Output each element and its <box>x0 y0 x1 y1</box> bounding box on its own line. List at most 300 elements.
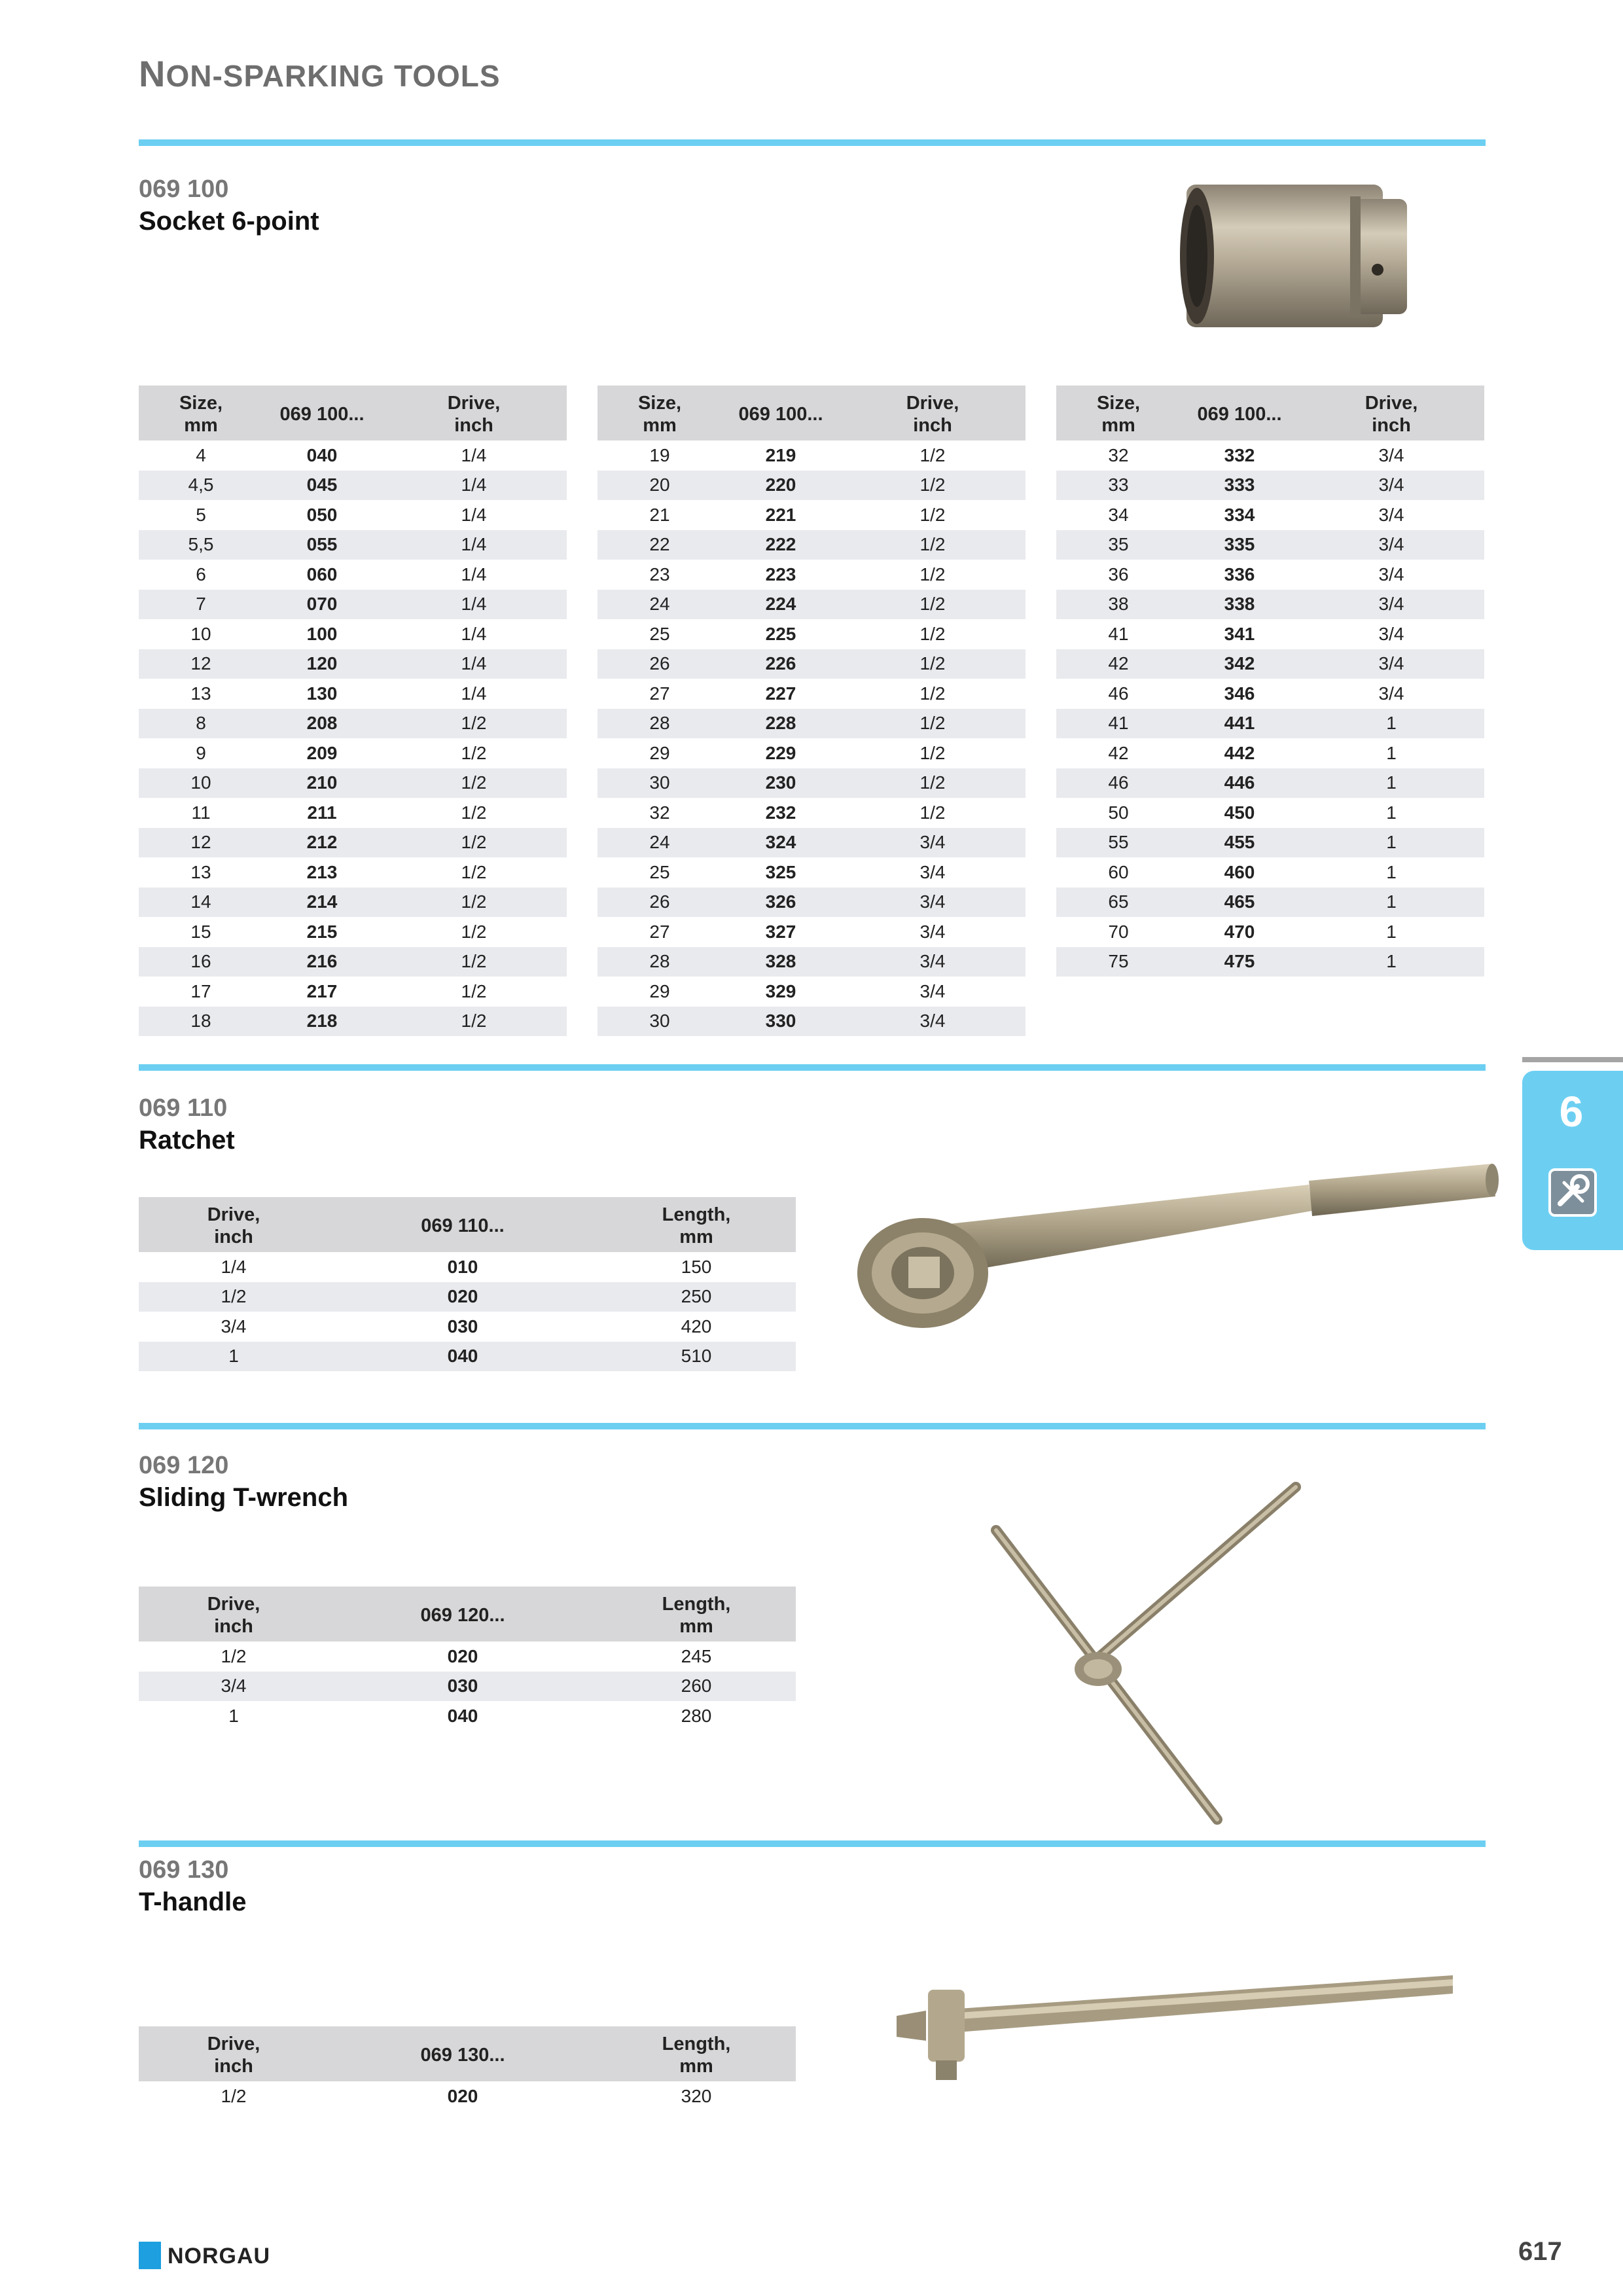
column-header: Drive, inch <box>840 386 1026 440</box>
table-cell: 1/2 <box>919 802 946 823</box>
article-code-cell: 223 <box>765 564 796 584</box>
article-code-cell: 346 <box>1224 683 1255 704</box>
page-title: NON-SPARKING TOOLS <box>139 53 501 94</box>
table-row <box>139 649 567 679</box>
table-cell: 1/2 <box>919 742 946 763</box>
article-code-cell: 222 <box>722 530 840 560</box>
table-cell: 1/2 <box>840 709 1026 739</box>
table-cell: 32 <box>649 802 670 823</box>
table-row <box>139 471 567 501</box>
table-cell: 1/4 <box>461 564 487 584</box>
table-cell: 18 <box>139 1007 263 1037</box>
table-cell: 3/4 <box>1298 471 1484 501</box>
socket-table-3 <box>1056 386 1484 977</box>
table-cell: 1/2 <box>919 444 946 465</box>
table-cell: 24 <box>597 828 722 858</box>
article-code-cell: 334 <box>1224 504 1255 525</box>
table-row <box>597 798 1026 828</box>
product-name: Socket 6-point <box>139 207 319 236</box>
table-cell: 1/2 <box>919 564 946 584</box>
table-cell: 1/4 <box>221 1256 247 1277</box>
table-cell: 3/4 <box>1378 444 1404 465</box>
table-cell: 280 <box>681 1705 712 1726</box>
table-cell: 3/4 <box>840 888 1026 918</box>
table-cell: 1 <box>1298 709 1484 739</box>
article-code-cell: 214 <box>263 888 381 918</box>
table-cell: 1/4 <box>381 649 567 679</box>
article-code-cell: 040 <box>447 1705 478 1726</box>
article-code-cell: 020 <box>329 1282 597 1312</box>
article-code-cell: 219 <box>765 444 796 465</box>
article-code-cell: 460 <box>1224 861 1255 882</box>
table-row <box>1056 440 1484 471</box>
table-row <box>139 2081 796 2111</box>
socket-table-1 <box>139 386 567 1036</box>
table-row <box>139 1252 796 1282</box>
table-row <box>597 649 1026 679</box>
table-row <box>1056 857 1484 888</box>
table-cell: 30 <box>597 768 722 798</box>
table-cell: 1/2 <box>461 980 487 1001</box>
table-row <box>1056 471 1484 501</box>
article-code-cell: 326 <box>722 888 840 918</box>
brand-logo-mark <box>139 2242 161 2269</box>
table-cell: 28 <box>597 947 722 977</box>
article-code-cell: 335 <box>1181 530 1298 560</box>
article-code-cell: 442 <box>1224 742 1255 763</box>
article-code-cell: 470 <box>1224 921 1255 942</box>
table-cell: 1/2 <box>840 590 1026 620</box>
table-cell: 27 <box>649 683 670 704</box>
table-cell: 35 <box>1056 530 1181 560</box>
table-row <box>1056 828 1484 858</box>
article-code-cell: 010 <box>447 1256 478 1277</box>
table-cell: 3/4 <box>840 828 1026 858</box>
table-cell: 245 <box>681 1645 712 1666</box>
sliding-t-wrench-image <box>982 1473 1322 1833</box>
product-name: Ratchet <box>139 1126 235 1155</box>
table-row <box>139 1342 796 1372</box>
table-row <box>597 888 1026 918</box>
table-cell: 41 <box>1056 709 1181 739</box>
article-code-cell: 210 <box>263 768 381 798</box>
table-row <box>597 917 1026 947</box>
table-cell: 320 <box>681 2085 712 2106</box>
table-cell: 250 <box>597 1282 796 1312</box>
table-cell: 1/4 <box>381 590 567 620</box>
table-cell: 29 <box>649 980 670 1001</box>
article-code-cell: 208 <box>263 709 381 739</box>
article-code-cell: 327 <box>765 921 796 942</box>
table-cell: 3/4 <box>840 1007 1026 1037</box>
article-code-cell: 209 <box>306 742 338 763</box>
product-code: 069 100 <box>139 175 229 203</box>
table-cell: 1/2 <box>840 768 1026 798</box>
table-row <box>597 768 1026 798</box>
article-code-cell: 212 <box>263 828 381 858</box>
column-header: Drive, inch <box>139 1587 329 1641</box>
table-cell: 1 <box>139 1342 329 1372</box>
table-cell: 23 <box>649 564 670 584</box>
article-code-cell: 045 <box>263 471 381 501</box>
column-header: Drive, inch <box>381 386 567 440</box>
table-cell: 1/2 <box>461 921 487 942</box>
table-cell: 3/4 <box>919 921 946 942</box>
table-row <box>597 828 1026 858</box>
table-cell: 16 <box>139 947 263 977</box>
table-row <box>139 679 567 709</box>
table-row <box>1056 798 1484 828</box>
table-cell: 1 <box>228 1705 239 1726</box>
product-name: Sliding T-wrench <box>139 1483 349 1512</box>
table-row <box>139 1701 796 1731</box>
article-code-cell: 338 <box>1181 590 1298 620</box>
table-cell: 3/4 <box>1378 504 1404 525</box>
table-cell: 42 <box>1108 742 1129 763</box>
table-cell: 3/4 <box>1298 590 1484 620</box>
brand-logo-text: NORGAU <box>168 2244 271 2269</box>
article-code-cell: 229 <box>765 742 796 763</box>
article-code-cell: 120 <box>263 649 381 679</box>
table-cell: 22 <box>597 530 722 560</box>
table-row <box>597 500 1026 530</box>
product-code: 069 130 <box>139 1856 229 1884</box>
table-cell: 3/4 <box>139 1672 329 1702</box>
article-code-cell: 070 <box>263 590 381 620</box>
table-cell: 36 <box>1108 564 1129 584</box>
table-row <box>597 679 1026 709</box>
table-cell: 1/2 <box>919 623 946 644</box>
table-row <box>139 857 567 888</box>
table-cell: 1/2 <box>381 1007 567 1037</box>
table-row <box>597 619 1026 649</box>
table-cell: 1/2 <box>139 1282 329 1312</box>
table-cell: 1 <box>1386 802 1397 823</box>
article-code-cell: 332 <box>1224 444 1255 465</box>
section-divider <box>139 1840 1486 1847</box>
table-cell: 3/4 <box>1378 683 1404 704</box>
table-cell: 1/2 <box>381 709 567 739</box>
table-row <box>1056 679 1484 709</box>
chapter-number: 6 <box>1559 1087 1584 1136</box>
article-code-cell: 342 <box>1181 649 1298 679</box>
column-header: Drive, inch <box>139 2026 329 2081</box>
table-cell: 50 <box>1108 802 1129 823</box>
table-row <box>139 917 567 947</box>
table-cell: 21 <box>649 504 670 525</box>
column-header: Length, mm <box>597 2026 796 2081</box>
article-code-cell: 211 <box>307 802 337 823</box>
t-handle-table <box>139 2026 796 2111</box>
table-cell: 3/4 <box>1378 564 1404 584</box>
article-code-cell: 055 <box>263 530 381 560</box>
table-row <box>139 738 567 768</box>
table-cell: 1/4 <box>461 444 487 465</box>
table-row <box>597 709 1026 739</box>
table-cell: 1/2 <box>381 888 567 918</box>
table-cell: 13 <box>190 683 211 704</box>
table-cell: 9 <box>196 742 206 763</box>
article-code-cell: 341 <box>1224 623 1255 644</box>
table-cell: 8 <box>139 709 263 739</box>
product-name: T-handle <box>139 1888 247 1916</box>
table-cell: 1/2 <box>461 802 487 823</box>
column-header: Size, mm <box>597 386 722 440</box>
table-cell: 3/4 <box>1378 623 1404 644</box>
table-cell: 1 <box>1386 921 1397 942</box>
table-cell: 28 <box>597 709 722 739</box>
table-cell: 1/4 <box>461 683 487 704</box>
table-cell: 1/2 <box>461 861 487 882</box>
column-header: Length, mm <box>597 1197 796 1252</box>
column-header: Size, mm <box>1056 386 1181 440</box>
column-header: 069 100... <box>263 386 381 440</box>
table-cell: 1/2 <box>919 683 946 704</box>
article-code-cell: 228 <box>722 709 840 739</box>
table-row <box>597 857 1026 888</box>
socket-image <box>1175 178 1417 332</box>
sliding-t-wrench-table <box>139 1587 796 1731</box>
table-cell: 1/2 <box>840 471 1026 501</box>
section-divider <box>139 139 1486 146</box>
column-header: 069 130... <box>329 2026 597 2081</box>
table-cell: 1/2 <box>221 1645 247 1666</box>
table-cell: 25 <box>649 861 670 882</box>
article-code-cell: 446 <box>1181 768 1298 798</box>
article-code-cell: 020 <box>447 2085 478 2106</box>
table-cell: 5,5 <box>139 530 263 560</box>
table-cell: 13 <box>190 861 211 882</box>
table-cell: 150 <box>681 1256 712 1277</box>
wrench-icon <box>1548 1168 1597 1217</box>
column-header: Size, mm <box>139 386 263 440</box>
column-header: Length, mm <box>597 1587 796 1641</box>
table-row <box>1056 888 1484 918</box>
table-row <box>597 738 1026 768</box>
table-row <box>597 530 1026 560</box>
table-cell: 30 <box>597 1007 722 1037</box>
ratchet-table <box>139 1197 796 1371</box>
article-code-cell: 030 <box>329 1672 597 1702</box>
article-code-cell: 330 <box>722 1007 840 1037</box>
article-code-cell: 020 <box>447 1645 478 1666</box>
table-cell: 34 <box>1108 504 1129 525</box>
table-cell: 26 <box>597 649 722 679</box>
article-code-cell: 232 <box>765 802 796 823</box>
table-row <box>139 440 567 471</box>
table-row <box>1056 738 1484 768</box>
table-cell: 1/2 <box>221 2085 247 2106</box>
article-code-cell: 040 <box>329 1342 597 1372</box>
article-code-cell: 333 <box>1181 471 1298 501</box>
product-code: 069 110 <box>139 1094 228 1122</box>
table-cell: 20 <box>597 471 722 501</box>
article-code-cell: 224 <box>722 590 840 620</box>
column-header: 069 110... <box>329 1197 597 1252</box>
table-cell: 1/4 <box>381 471 567 501</box>
table-cell: 65 <box>1056 888 1181 918</box>
table-cell: 420 <box>681 1316 712 1336</box>
table-row <box>1056 560 1484 590</box>
table-cell: 3/4 <box>919 861 946 882</box>
table-cell: 60 <box>1108 861 1129 882</box>
table-row <box>1056 709 1484 739</box>
t-handle-image <box>890 1964 1466 2094</box>
article-code-cell: 213 <box>306 861 338 882</box>
column-header: 069 100... <box>1181 386 1298 440</box>
article-code-cell: 040 <box>306 444 338 465</box>
table-cell: 1/2 <box>381 828 567 858</box>
column-header: Drive, inch <box>1298 386 1484 440</box>
table-cell: 12 <box>139 649 263 679</box>
table-cell: 25 <box>649 623 670 644</box>
table-cell: 19 <box>649 444 670 465</box>
article-code-cell: 336 <box>1224 564 1255 584</box>
table-cell: 1 <box>1298 768 1484 798</box>
table-cell: 1/2 <box>461 742 487 763</box>
table-row <box>1056 917 1484 947</box>
table-cell: 1/4 <box>461 504 487 525</box>
table-cell: 6 <box>196 564 206 584</box>
table-cell: 1 <box>1386 861 1397 882</box>
table-cell: 42 <box>1056 649 1181 679</box>
article-code-cell: 230 <box>722 768 840 798</box>
table-cell: 1/2 <box>840 649 1026 679</box>
table-row <box>139 619 567 649</box>
table-row <box>597 977 1026 1007</box>
table-row <box>139 1312 796 1342</box>
table-cell: 24 <box>597 590 722 620</box>
tab-divider <box>1522 1057 1623 1062</box>
table-row <box>1056 530 1484 560</box>
table-cell: 29 <box>649 742 670 763</box>
table-cell: 3/4 <box>1298 649 1484 679</box>
article-code-cell: 216 <box>263 947 381 977</box>
table-row <box>139 977 567 1007</box>
article-code-cell: 455 <box>1181 828 1298 858</box>
article-code-cell: 030 <box>447 1316 478 1336</box>
page-number: 617 <box>1518 2237 1562 2266</box>
table-row <box>139 500 567 530</box>
table-cell: 1/2 <box>381 947 567 977</box>
article-code-cell: 227 <box>765 683 796 704</box>
table-row <box>139 1641 796 1672</box>
table-cell: 70 <box>1108 921 1129 942</box>
article-code-cell: 441 <box>1181 709 1298 739</box>
table-cell: 4,5 <box>139 471 263 501</box>
table-cell: 3/4 <box>221 1316 247 1336</box>
section-divider <box>139 1064 1486 1071</box>
table-row <box>597 1007 1026 1037</box>
table-cell: 15 <box>190 921 211 942</box>
socket-table-2 <box>597 386 1026 1036</box>
table-cell: 1 <box>1298 828 1484 858</box>
article-code-cell: 100 <box>306 623 338 644</box>
table-row <box>1056 649 1484 679</box>
table-cell: 46 <box>1108 683 1129 704</box>
table-cell: 55 <box>1056 828 1181 858</box>
table-row <box>139 530 567 560</box>
article-code-cell: 215 <box>306 921 338 942</box>
product-code: 069 120 <box>139 1452 229 1479</box>
article-code-cell: 465 <box>1181 888 1298 918</box>
table-row <box>597 947 1026 977</box>
column-header: 069 120... <box>329 1587 597 1641</box>
table-row <box>139 798 567 828</box>
table-cell: 1/2 <box>381 768 567 798</box>
table-cell: 1/4 <box>461 623 487 644</box>
table-row <box>139 709 567 739</box>
ratchet-image <box>851 1158 1499 1355</box>
table-cell: 12 <box>139 828 263 858</box>
article-code-cell: 324 <box>722 828 840 858</box>
table-cell: 10 <box>139 768 263 798</box>
table-cell: 1 <box>1386 742 1397 763</box>
table-row <box>139 1672 796 1702</box>
table-cell: 14 <box>139 888 263 918</box>
table-cell: 1/2 <box>840 530 1026 560</box>
table-row <box>139 947 567 977</box>
table-cell: 38 <box>1056 590 1181 620</box>
article-code-cell: 475 <box>1181 947 1298 977</box>
table-cell: 5 <box>196 504 206 525</box>
table-cell: 33 <box>1056 471 1181 501</box>
table-cell: 3/4 <box>1298 530 1484 560</box>
table-cell: 4 <box>196 444 206 465</box>
article-code-cell: 226 <box>722 649 840 679</box>
table-cell: 32 <box>1108 444 1129 465</box>
table-cell: 1/2 <box>919 504 946 525</box>
table-cell: 7 <box>139 590 263 620</box>
table-row <box>139 590 567 620</box>
table-cell: 1/4 <box>381 530 567 560</box>
table-cell: 3/4 <box>840 947 1026 977</box>
table-cell: 75 <box>1056 947 1181 977</box>
table-row <box>139 1007 567 1037</box>
table-row <box>139 1282 796 1312</box>
article-code-cell: 328 <box>722 947 840 977</box>
article-code-cell: 221 <box>765 504 796 525</box>
column-header: 069 100... <box>722 386 840 440</box>
article-code-cell: 050 <box>306 504 338 525</box>
article-code-cell: 217 <box>306 980 338 1001</box>
article-code-cell: 060 <box>306 564 338 584</box>
table-cell: 10 <box>190 623 211 644</box>
article-code-cell: 329 <box>765 980 796 1001</box>
column-header: Drive, inch <box>139 1197 329 1252</box>
article-code-cell: 218 <box>263 1007 381 1037</box>
table-cell: 26 <box>597 888 722 918</box>
table-cell: 260 <box>597 1672 796 1702</box>
table-cell: 1 <box>1298 888 1484 918</box>
table-row <box>139 888 567 918</box>
table-cell: 17 <box>190 980 211 1001</box>
table-row <box>1056 590 1484 620</box>
table-row <box>139 828 567 858</box>
table-cell: 27 <box>649 921 670 942</box>
article-code-cell: 225 <box>765 623 796 644</box>
table-row <box>139 560 567 590</box>
table-cell: 11 <box>191 802 211 823</box>
table-row <box>139 768 567 798</box>
table-cell: 510 <box>597 1342 796 1372</box>
table-row <box>597 560 1026 590</box>
article-code-cell: 130 <box>306 683 338 704</box>
article-code-cell: 450 <box>1224 802 1255 823</box>
table-cell: 1 <box>1298 947 1484 977</box>
table-row <box>1056 500 1484 530</box>
article-code-cell: 220 <box>722 471 840 501</box>
